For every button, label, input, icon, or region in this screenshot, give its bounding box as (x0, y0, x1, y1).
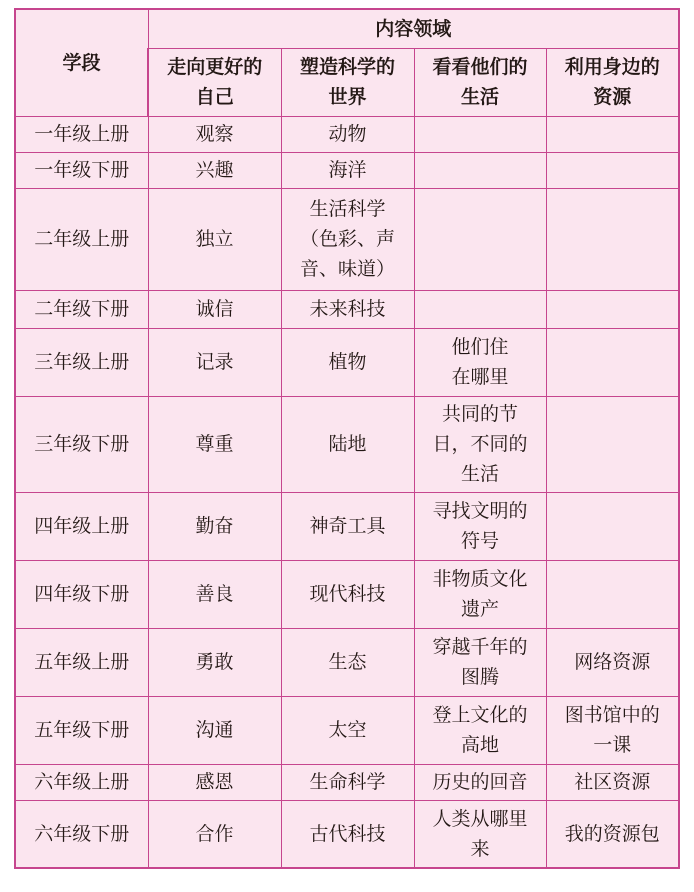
content-cell (414, 116, 546, 152)
content-cell (148, 396, 281, 492)
cell-text: 人类从哪里 来 (432, 807, 528, 860)
cell-text: 感恩 (195, 771, 234, 793)
content-cell (546, 152, 679, 188)
content-cell (414, 290, 546, 328)
cell-text: 合作 (195, 822, 234, 845)
content-cell (281, 116, 414, 152)
content-cell (281, 696, 414, 764)
cell-text: 六年级上册 (34, 771, 130, 793)
cell-text: 诚信 (195, 298, 234, 320)
cell-text: 陆地 (328, 433, 367, 455)
cell-text: 共同的节 日，不同的 生活 (432, 403, 528, 485)
cell-text: 我的资源包 (564, 822, 660, 845)
cell-text: 太空 (328, 719, 367, 741)
header-column-4: 利用身边的 资源 (546, 48, 679, 116)
cell-text: 海洋 (328, 159, 367, 181)
cell-text: 他们住 在哪里 (451, 336, 509, 388)
content-cell (148, 696, 281, 764)
content-cell (148, 152, 281, 188)
content-cell (414, 328, 546, 396)
cell-text: 五年级上册 (34, 651, 130, 673)
header-stage: 学段 (15, 9, 148, 116)
content-cell (281, 328, 414, 396)
content-cell (546, 628, 679, 696)
content-cell (281, 188, 414, 290)
content-cell (414, 560, 546, 628)
cell-text: 生命科学 (309, 771, 386, 793)
content-cell (546, 116, 679, 152)
table-row (15, 800, 679, 868)
cell-text: 登上文化的 高地 (432, 704, 528, 756)
stage-cell (15, 764, 148, 800)
curriculum-table (14, 8, 680, 869)
cell-text: 现代科技 (309, 583, 386, 605)
cell-text: 沟通 (195, 719, 234, 741)
table-row (15, 396, 679, 492)
table-row (15, 188, 679, 290)
cell-text: 四年级下册 (34, 583, 130, 605)
cell-text: 寻找文明的 符号 (432, 500, 528, 552)
cell-text: 一年级上册 (34, 123, 130, 145)
content-cell (148, 328, 281, 396)
cell-text: 五年级下册 (34, 719, 130, 741)
content-cell (148, 492, 281, 560)
content-cell (414, 696, 546, 764)
cell-text: 记录 (195, 351, 234, 373)
content-cell (414, 800, 546, 868)
cell-text: 动物 (328, 123, 367, 145)
cell-text: 生态 (328, 651, 367, 673)
table-row (15, 290, 679, 328)
content-cell (148, 290, 281, 328)
content-cell (281, 560, 414, 628)
cell-text: 四年级上册 (34, 515, 130, 537)
content-cell (281, 152, 414, 188)
content-cell (546, 188, 679, 290)
cell-text: 二年级下册 (34, 298, 130, 320)
cell-text: 尊重 (195, 433, 234, 455)
content-cell (148, 560, 281, 628)
content-cell (148, 628, 281, 696)
table-row (15, 116, 679, 152)
table-row (15, 560, 679, 628)
table-row (15, 492, 679, 560)
content-cell (281, 396, 414, 492)
cell-text: 勇敢 (195, 651, 234, 673)
cell-text: 六年级下册 (34, 822, 130, 845)
stage-cell (15, 152, 148, 188)
stage-cell (15, 290, 148, 328)
content-cell (148, 764, 281, 800)
table-row (15, 328, 679, 396)
cell-text: 独立 (195, 228, 234, 250)
stage-cell (15, 116, 148, 152)
content-cell (148, 116, 281, 152)
content-cell (546, 560, 679, 628)
stage-cell (15, 492, 148, 560)
cell-text: 古代科技 (309, 822, 386, 845)
cell-text: 兴趣 (195, 159, 234, 181)
content-cell (414, 152, 546, 188)
header-column-2: 塑造科学的 世界 (281, 48, 414, 116)
content-cell (414, 188, 546, 290)
content-cell (148, 800, 281, 868)
cell-text: 图书馆中的 一课 (564, 704, 660, 756)
cell-text: 社区资源 (574, 771, 651, 793)
cell-text: 生活科学 （色彩、声 音、味道） (299, 198, 395, 280)
stage-cell (15, 800, 148, 868)
cell-text: 神奇工具 (309, 515, 386, 537)
stage-cell (15, 560, 148, 628)
content-cell (546, 800, 679, 868)
content-cell (414, 396, 546, 492)
cell-text: 三年级上册 (34, 351, 130, 373)
cell-text: 三年级下册 (34, 433, 130, 455)
content-cell (546, 764, 679, 800)
content-cell (148, 188, 281, 290)
content-cell (414, 492, 546, 560)
header-column-1: 走向更好的 自己 (148, 48, 281, 116)
cell-text: 观察 (195, 123, 234, 145)
content-cell (281, 290, 414, 328)
header-column-3: 看看他们的 生活 (414, 48, 546, 116)
cell-text: 历史的回音 (432, 771, 528, 793)
content-cell (281, 800, 414, 868)
header-content-domain: 内容领域 (148, 9, 679, 48)
content-cell (281, 764, 414, 800)
cell-text: 网络资源 (574, 651, 651, 673)
content-cell (546, 328, 679, 396)
stage-cell (15, 696, 148, 764)
content-cell (414, 628, 546, 696)
table-row (15, 764, 679, 800)
table-row (15, 696, 679, 764)
cell-text: 勤奋 (195, 515, 234, 537)
cell-text: 非物质文化 遗产 (432, 568, 528, 620)
table-row (15, 628, 679, 696)
stage-cell (15, 188, 148, 290)
content-cell (281, 628, 414, 696)
cell-text: 未来科技 (309, 298, 386, 320)
content-cell (281, 492, 414, 560)
stage-cell (15, 628, 148, 696)
content-cell (414, 764, 546, 800)
cell-text: 一年级下册 (34, 159, 130, 181)
stage-cell (15, 328, 148, 396)
content-cell (546, 696, 679, 764)
table-row (15, 152, 679, 188)
cell-text: 植物 (328, 351, 367, 373)
content-cell (546, 396, 679, 492)
content-cell (546, 492, 679, 560)
stage-cell (15, 396, 148, 492)
cell-text: 穿越千年的 图腾 (432, 636, 528, 688)
cell-text: 二年级上册 (34, 228, 130, 250)
cell-text: 善良 (195, 583, 234, 605)
content-cell (546, 290, 679, 328)
